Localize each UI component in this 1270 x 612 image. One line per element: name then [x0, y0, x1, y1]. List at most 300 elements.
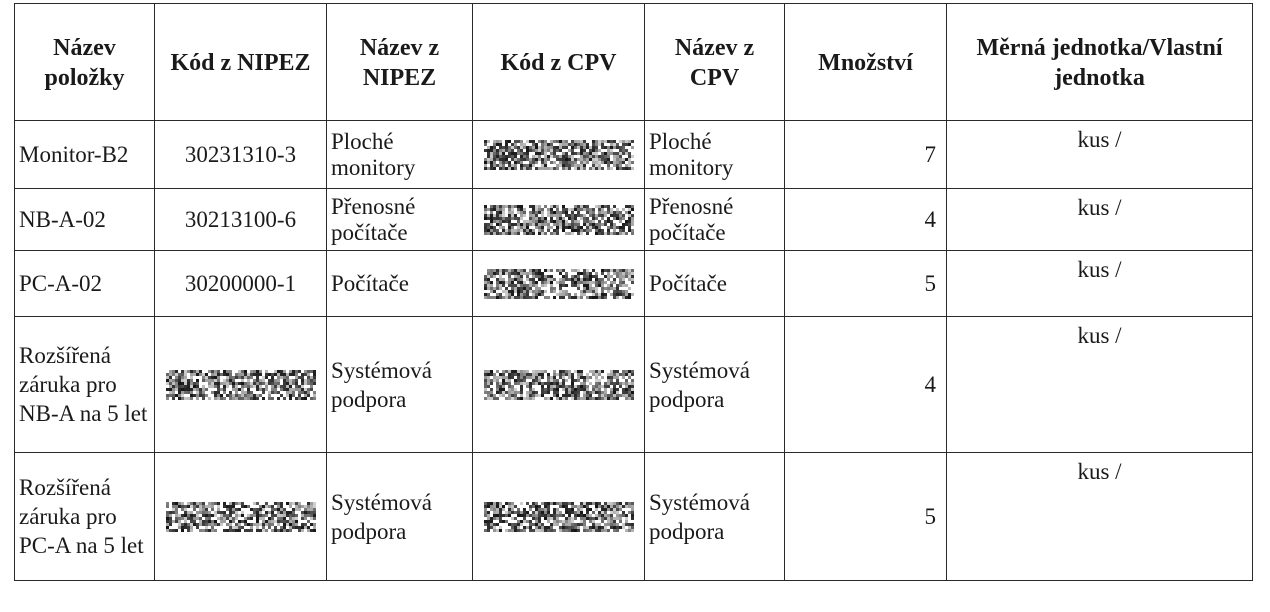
- redaction-pixel: [577, 379, 580, 382]
- redaction-pixel: [484, 158, 487, 161]
- redaction-pixel: [496, 502, 499, 505]
- redaction-pixel: [580, 167, 583, 170]
- redaction-pixel: [526, 284, 529, 287]
- redaction-pixel: [592, 529, 595, 532]
- redaction-pixel: [505, 293, 508, 296]
- redaction-pixel: [280, 517, 283, 520]
- redaction-pixel: [544, 164, 547, 167]
- redaction-pixel: [499, 146, 502, 149]
- redaction-pixel: [604, 211, 607, 214]
- redaction-pixel: [580, 505, 583, 508]
- redaction-pixel: [571, 502, 574, 505]
- redaction-pixel: [592, 373, 595, 376]
- redaction-pixel: [313, 514, 316, 517]
- redaction-pixel: [568, 155, 571, 158]
- redaction-pixel: [631, 232, 634, 235]
- redaction-pixel: [274, 529, 277, 532]
- redaction-pixel: [166, 514, 169, 517]
- redaction-pixel: [523, 167, 526, 170]
- redaction-pixel: [610, 220, 613, 223]
- redaction-pixel: [610, 517, 613, 520]
- redaction-pixel: [529, 269, 532, 272]
- redaction-pixel: [595, 508, 598, 511]
- redaction-pixel: [619, 140, 622, 143]
- redaction-pixel: [229, 523, 232, 526]
- redaction-pixel: [199, 517, 202, 520]
- redaction-pixel: [205, 526, 208, 529]
- redaction-pixel: [616, 514, 619, 517]
- redaction-pixel: [208, 376, 211, 379]
- redaction-pixel: [286, 376, 289, 379]
- redaction-pixel: [622, 505, 625, 508]
- redaction-pixel: [628, 502, 631, 505]
- redaction-pixel: [610, 161, 613, 164]
- redaction-pixel: [598, 214, 601, 217]
- redaction-pixel: [619, 502, 622, 505]
- redaction-pixel: [553, 140, 556, 143]
- redaction-pixel: [310, 514, 313, 517]
- redaction-pixel: [484, 520, 487, 523]
- redaction-pixel: [622, 143, 625, 146]
- redaction-pixel: [568, 394, 571, 397]
- redaction-pixel: [247, 379, 250, 382]
- redaction-pixel: [493, 529, 496, 532]
- redaction-pixel: [229, 508, 232, 511]
- redaction-pixel: [514, 290, 517, 293]
- redaction-pixel: [499, 388, 502, 391]
- redaction-pixel: [589, 149, 592, 152]
- redaction-pixel: [553, 385, 556, 388]
- redaction-pixel: [304, 388, 307, 391]
- redaction-pixel: [193, 373, 196, 376]
- redaction-pixel: [628, 208, 631, 211]
- redaction-pixel: [232, 520, 235, 523]
- redaction-pixel: [262, 526, 265, 529]
- redaction-pixel: [493, 146, 496, 149]
- redaction-pixel: [502, 391, 505, 394]
- redaction-pixel: [505, 149, 508, 152]
- redaction-pixel: [490, 167, 493, 170]
- redaction-pixel: [268, 523, 271, 526]
- redaction-pixel: [520, 391, 523, 394]
- redaction-pixel: [613, 511, 616, 514]
- redaction-pixel: [187, 370, 190, 373]
- redaction-pixel: [193, 517, 196, 520]
- redaction-pixel: [535, 526, 538, 529]
- redaction-pixel: [556, 293, 559, 296]
- redaction-pixel: [184, 514, 187, 517]
- redaction-pixel: [289, 379, 292, 382]
- redaction-pixel: [517, 391, 520, 394]
- redaction-pixel: [625, 269, 628, 272]
- redaction-pixel: [550, 269, 553, 272]
- redaction-pixel: [580, 511, 583, 514]
- redaction-pixel: [601, 281, 604, 284]
- redaction-pixel: [523, 520, 526, 523]
- redaction-pixel: [187, 523, 190, 526]
- redaction-pixel: [562, 397, 565, 400]
- redaction-pixel: [217, 394, 220, 397]
- redaction-pixel: [538, 205, 541, 208]
- redaction-pixel: [526, 397, 529, 400]
- redaction-pixel: [589, 376, 592, 379]
- redaction-pixel: [538, 223, 541, 226]
- redaction-pixel: [277, 511, 280, 514]
- redaction-pixel: [619, 272, 622, 275]
- redaction-pixel: [283, 397, 286, 400]
- redaction-pixel: [592, 293, 595, 296]
- redaction-pixel: [523, 526, 526, 529]
- redaction-pixel: [598, 517, 601, 520]
- redaction-pixel: [616, 370, 619, 373]
- redaction-pixel: [286, 520, 289, 523]
- redaction-pixel: [283, 523, 286, 526]
- redaction-pixel: [529, 526, 532, 529]
- redaction-pixel: [283, 370, 286, 373]
- redaction-pixel: [223, 397, 226, 400]
- redaction-pixel: [484, 370, 487, 373]
- header-nipez-code: Kód z NIPEZ: [155, 4, 327, 121]
- redaction-pixel: [226, 529, 229, 532]
- redaction-pixel: [226, 373, 229, 376]
- redaction-pixel: [592, 167, 595, 170]
- redaction-pixel: [571, 143, 574, 146]
- redaction-pixel: [550, 161, 553, 164]
- redaction-pixel: [559, 146, 562, 149]
- redaction-pixel: [496, 281, 499, 284]
- redaction-pixel: [484, 229, 487, 232]
- redaction-pixel: [535, 149, 538, 152]
- redaction-pixel: [190, 394, 193, 397]
- redaction-pixel: [244, 520, 247, 523]
- redaction-pixel: [529, 296, 532, 299]
- redaction-pixel: [502, 149, 505, 152]
- redaction-pixel: [184, 508, 187, 511]
- redaction-pixel: [187, 514, 190, 517]
- redaction-pixel: [187, 517, 190, 520]
- redaction-pixel: [607, 382, 610, 385]
- redaction-pixel: [619, 281, 622, 284]
- redaction-pixel: [289, 517, 292, 520]
- redaction-pixel: [565, 370, 568, 373]
- redaction-pixel: [577, 229, 580, 232]
- redaction-pixel: [211, 370, 214, 373]
- redaction-pixel: [193, 514, 196, 517]
- redaction-pixel: [184, 397, 187, 400]
- redaction-pixel: [601, 517, 604, 520]
- redaction-pixel: [511, 529, 514, 532]
- redaction-pixel: [535, 287, 538, 290]
- redaction-pixel: [484, 511, 487, 514]
- redaction-pixel: [589, 394, 592, 397]
- redaction-pixel: [532, 220, 535, 223]
- redaction-pixel: [532, 217, 535, 220]
- redaction-pixel: [610, 511, 613, 514]
- redaction-pixel: [631, 529, 634, 532]
- redaction-pixel: [532, 155, 535, 158]
- redaction-pixel: [511, 376, 514, 379]
- redaction-pixel: [301, 397, 304, 400]
- redaction-pixel: [271, 505, 274, 508]
- redaction-pixel: [568, 391, 571, 394]
- redaction-pixel: [529, 523, 532, 526]
- redaction-pixel: [511, 502, 514, 505]
- redaction-pixel: [502, 505, 505, 508]
- redaction-pixel: [529, 211, 532, 214]
- redaction-pixel: [517, 284, 520, 287]
- redaction-pixel: [235, 391, 238, 394]
- redaction-pixel: [532, 149, 535, 152]
- redaction-pixel: [214, 379, 217, 382]
- redaction-pixel: [529, 520, 532, 523]
- redaction-pixel: [499, 281, 502, 284]
- redaction-pixel: [547, 514, 550, 517]
- cell-nipez-code: 30231310-3: [155, 121, 327, 189]
- redaction-pixel: [592, 296, 595, 299]
- redaction-pixel: [502, 370, 505, 373]
- redaction-pixel: [553, 379, 556, 382]
- redaction-pixel: [559, 397, 562, 400]
- redaction-pixel: [520, 161, 523, 164]
- redaction-pixel: [607, 229, 610, 232]
- redaction-pixel: [256, 397, 259, 400]
- redaction-pixel: [550, 397, 553, 400]
- redaction-pixel: [487, 161, 490, 164]
- redaction-pixel: [490, 226, 493, 229]
- redaction-pixel: [628, 511, 631, 514]
- redaction-pixel: [511, 167, 514, 170]
- redaction-pixel: [619, 158, 622, 161]
- redaction-pixel: [619, 293, 622, 296]
- redaction-pixel: [502, 167, 505, 170]
- redaction-pixel: [622, 269, 625, 272]
- redaction-pixel: [550, 205, 553, 208]
- redaction-pixel: [547, 373, 550, 376]
- redaction-pixel: [622, 226, 625, 229]
- redaction-pixel: [178, 394, 181, 397]
- redaction-pixel: [184, 523, 187, 526]
- redaction-pixel: [592, 502, 595, 505]
- header-quantity: Množství: [785, 4, 947, 121]
- redaction-pixel: [586, 508, 589, 511]
- redaction-pixel: [577, 275, 580, 278]
- redaction-pixel: [610, 281, 613, 284]
- redaction-pixel: [502, 155, 505, 158]
- redaction-pixel: [631, 278, 634, 281]
- redaction-pixel: [589, 281, 592, 284]
- redaction-pixel: [529, 529, 532, 532]
- redaction-pixel: [532, 158, 535, 161]
- redaction-pixel: [580, 370, 583, 373]
- redaction-pixel: [583, 146, 586, 149]
- redaction-pixel: [184, 391, 187, 394]
- redaction-pixel: [193, 394, 196, 397]
- redaction-pixel: [616, 505, 619, 508]
- redaction-pixel: [580, 146, 583, 149]
- redaction-pixel: [283, 520, 286, 523]
- redaction-pixel: [499, 529, 502, 532]
- redaction-pixel: [274, 370, 277, 373]
- redaction-pixel: [556, 226, 559, 229]
- redaction-pixel: [313, 502, 316, 505]
- redaction-pixel: [490, 164, 493, 167]
- redaction-pixel: [616, 376, 619, 379]
- redaction-pixel: [568, 511, 571, 514]
- redaction-pixel: [490, 517, 493, 520]
- redaction-pixel: [571, 232, 574, 235]
- redaction-pixel: [493, 226, 496, 229]
- redaction-pixel: [598, 284, 601, 287]
- redaction-pixel: [577, 208, 580, 211]
- redaction-pixel: [520, 379, 523, 382]
- redaction-pixel: [631, 272, 634, 275]
- redaction-pixel: [175, 502, 178, 505]
- redaction-pixel: [586, 287, 589, 290]
- redaction-pixel: [607, 205, 610, 208]
- redaction-pixel: [220, 511, 223, 514]
- redaction-pixel: [190, 397, 193, 400]
- redaction-pixel: [535, 520, 538, 523]
- redaction-pixel: [601, 161, 604, 164]
- redaction-pixel: [514, 158, 517, 161]
- redaction-pixel: [541, 502, 544, 505]
- redaction-pixel: [520, 281, 523, 284]
- redaction-pixel: [505, 205, 508, 208]
- redaction-pixel: [517, 281, 520, 284]
- redaction-pixel: [571, 226, 574, 229]
- redaction-pixel: [502, 382, 505, 385]
- redaction-pixel: [532, 382, 535, 385]
- redaction-pixel: [226, 382, 229, 385]
- redaction-pixel: [598, 161, 601, 164]
- redaction-pixel: [550, 526, 553, 529]
- redaction-pixel: [625, 275, 628, 278]
- redaction-pixel: [529, 388, 532, 391]
- redaction-pixel: [577, 220, 580, 223]
- redaction-pixel: [283, 529, 286, 532]
- redaction-pixel: [493, 214, 496, 217]
- redaction-pixel: [226, 385, 229, 388]
- redaction-pixel: [307, 382, 310, 385]
- cell-quantity: 4: [785, 189, 947, 251]
- redaction-pixel: [610, 140, 613, 143]
- redaction-pixel: [538, 146, 541, 149]
- redaction-pixel: [499, 385, 502, 388]
- redaction-pixel: [598, 388, 601, 391]
- redaction-pixel: [604, 517, 607, 520]
- redaction-pixel: [613, 293, 616, 296]
- redaction-pixel: [544, 296, 547, 299]
- redaction-pixel: [304, 508, 307, 511]
- redaction-pixel: [214, 376, 217, 379]
- redaction-pixel: [199, 391, 202, 394]
- redaction-pixel: [496, 164, 499, 167]
- redaction-pixel: [289, 370, 292, 373]
- redaction-pixel: [538, 149, 541, 152]
- redaction-pixel: [586, 275, 589, 278]
- redaction-pixel: [610, 284, 613, 287]
- redaction-pixel: [559, 520, 562, 523]
- redaction-pixel: [592, 275, 595, 278]
- redaction-pixel: [526, 155, 529, 158]
- redaction-pixel: [187, 511, 190, 514]
- redaction-pixel: [223, 505, 226, 508]
- redaction-pixel: [523, 397, 526, 400]
- redaction-pixel: [295, 370, 298, 373]
- redaction-pixel: [190, 376, 193, 379]
- redaction-pixel: [613, 232, 616, 235]
- redaction-pixel: [190, 373, 193, 376]
- redaction-pixel: [619, 517, 622, 520]
- redaction-pixel: [229, 382, 232, 385]
- redaction-pixel: [535, 373, 538, 376]
- redaction-pixel: [496, 523, 499, 526]
- redaction-pixel: [571, 373, 574, 376]
- redaction-pixel: [280, 520, 283, 523]
- redaction-pixel: [607, 379, 610, 382]
- redaction-pixel: [577, 214, 580, 217]
- redaction-pixel: [208, 523, 211, 526]
- redaction-pixel: [535, 505, 538, 508]
- redaction-pixel: [610, 223, 613, 226]
- redaction-pixel: [511, 391, 514, 394]
- redaction-pixel: [577, 140, 580, 143]
- redaction-pixel: [601, 217, 604, 220]
- redaction-pixel: [532, 211, 535, 214]
- redaction-pixel: [631, 223, 634, 226]
- redaction-pixel: [235, 526, 238, 529]
- redaction-pixel: [490, 391, 493, 394]
- redaction-pixel: [523, 272, 526, 275]
- redaction-pixel: [544, 511, 547, 514]
- redaction-pixel: [598, 232, 601, 235]
- redaction-pixel: [550, 140, 553, 143]
- redaction-pixel: [166, 511, 169, 514]
- redaction-pixel: [190, 529, 193, 532]
- redaction-pixel: [493, 526, 496, 529]
- redaction-pixel: [295, 376, 298, 379]
- redaction-pixel: [220, 514, 223, 517]
- redaction-pixel: [490, 287, 493, 290]
- redaction-pixel: [514, 155, 517, 158]
- redaction-pixel: [292, 526, 295, 529]
- redaction-pixel: [292, 523, 295, 526]
- redaction-pixel: [532, 272, 535, 275]
- redaction-pixel: [607, 275, 610, 278]
- redaction-pixel: [562, 505, 565, 508]
- redaction-pixel: [589, 517, 592, 520]
- redaction-pixel: [283, 388, 286, 391]
- redaction-pixel: [526, 152, 529, 155]
- redaction-pixel: [625, 284, 628, 287]
- redaction-pixel: [217, 397, 220, 400]
- redaction-pixel: [256, 379, 259, 382]
- redaction-pixel: [535, 394, 538, 397]
- redaction-pixel: [490, 526, 493, 529]
- redaction-pixel: [568, 293, 571, 296]
- redaction-pixel: [298, 376, 301, 379]
- redaction-pixel: [502, 379, 505, 382]
- redaction-pixel: [493, 376, 496, 379]
- redaction-pixel: [295, 523, 298, 526]
- redaction-pixel: [235, 373, 238, 376]
- redaction-pixel: [172, 370, 175, 373]
- redaction-pixel: [574, 158, 577, 161]
- redaction-pixel: [589, 290, 592, 293]
- redaction-pixel: [565, 158, 568, 161]
- redaction-pixel: [505, 511, 508, 514]
- redaction-pixel: [166, 376, 169, 379]
